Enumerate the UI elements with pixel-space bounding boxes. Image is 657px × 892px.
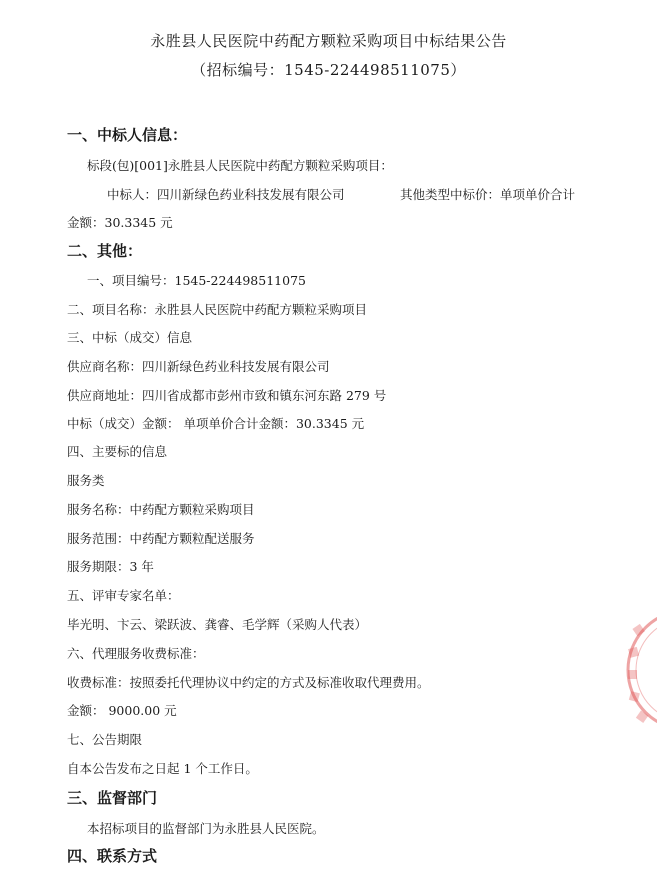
notice-period-heading: 七、公告期限 [67, 732, 143, 747]
notice-period-line: 自本公告发布之日起 1 个工作日。 [67, 761, 258, 776]
fee-heading: 六、代理服务收费标准： [67, 646, 205, 661]
service-term-line: 服务期限：3 年 [67, 559, 154, 574]
amount-line: 金额：30.3345 元 [67, 215, 173, 230]
supplier-name-line: 供应商名称：四川新绿色药业科技发展有限公司 [67, 359, 330, 374]
section-heading-other: 二、其他： [67, 242, 143, 260]
service-name-line: 服务名称：中药配方颗粒采购项目 [67, 502, 255, 517]
service-class-line: 服务类 [67, 473, 105, 488]
fee-standard-line: 收费标准：按照委托代理协议中约定的方式及标准收取代理费用。 [67, 675, 430, 690]
project-name-line: 二、项目名称：永胜县人民医院中药配方颗粒采购项目 [67, 302, 368, 317]
main-subject-heading: 四、主要标的信息 [67, 444, 168, 459]
section-heading-supervision: 三、监督部门 [67, 789, 158, 807]
official-seal [618, 604, 657, 740]
fee-amount-line: 金额： 9000.00 元 [67, 703, 177, 718]
section-heading-winner: 一、中标人信息： [67, 126, 188, 144]
supervision-line: 本招标项目的监督部门为永胜县人民医院。 [87, 821, 325, 836]
winner-line: 中标人：四川新绿色药业科技发展有限公司 [107, 187, 345, 202]
bid-amount-line: 中标（成交）金额： 单项单价合计金额：30.3345 元 [67, 416, 365, 431]
service-scope-line: 服务范围：中药配方颗粒配送服务 [67, 531, 255, 546]
experts-heading: 五、评审专家名单： [67, 588, 180, 603]
experts-line: 毕光明、卞云、梁跃波、龚睿、毛学辉（采购人代表） [67, 617, 368, 632]
price-type-line: 其他类型中标价：单项单价合计 [400, 187, 576, 202]
document-title: 永胜县人民医院中药配方颗粒采购项目中标结果公告 [150, 32, 507, 50]
award-info-heading: 三、中标（成交）信息 [67, 330, 193, 345]
lot-line: 标段(包)[001]永胜县人民医院中药配方颗粒采购项目： [87, 158, 393, 173]
project-number-line: 一、项目编号：1545-224498511075 [87, 273, 306, 288]
section-heading-contact: 四、联系方式 [67, 847, 158, 865]
supplier-address-line: 供应商地址：四川省成都市彭州市致和镇东河东路 279 号 [67, 388, 387, 403]
tender-number: （招标编号：1545-224498511075） [191, 61, 466, 79]
